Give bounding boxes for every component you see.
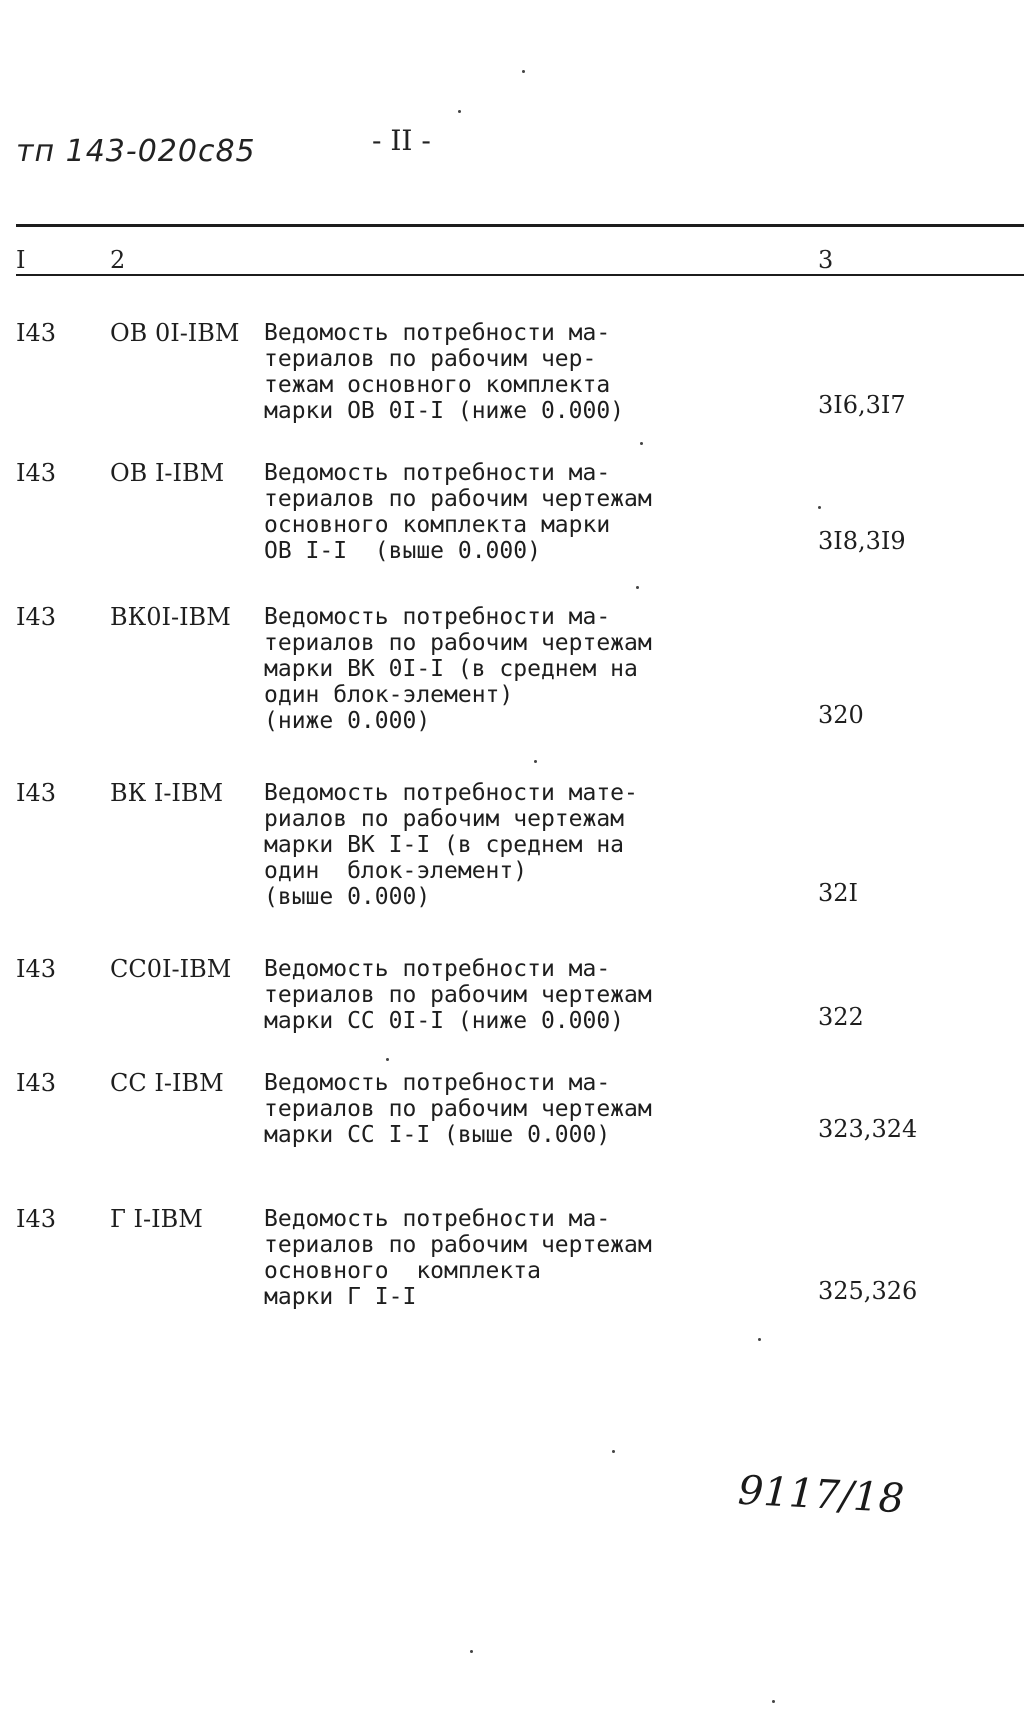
handwritten-inventory-number: 9117/18 bbox=[736, 1467, 906, 1523]
scan-speck bbox=[772, 1700, 775, 1703]
scan-speck bbox=[758, 1338, 761, 1341]
row-number: I43 bbox=[16, 1205, 57, 1233]
row-pages: 320 bbox=[818, 701, 864, 729]
row-code: СС I-IВМ bbox=[110, 1069, 224, 1097]
row-code: Г I-IВМ bbox=[110, 1205, 203, 1233]
row-pages: 322 bbox=[818, 1003, 864, 1031]
column-header-2: 2 bbox=[110, 246, 126, 274]
page-number: - II - bbox=[372, 124, 431, 157]
row-number: I43 bbox=[16, 459, 57, 487]
table-header-rule bbox=[16, 274, 1024, 276]
row-pages: 3I8,3I9 bbox=[818, 527, 906, 555]
row-description: Ведомость потребности ма- териалов по рабочим чер- тежам основного комплекта марки ОВ 0I-I (ниже 0.000) bbox=[264, 320, 625, 424]
scan-speck bbox=[470, 1650, 473, 1653]
row-number: I43 bbox=[16, 1069, 57, 1097]
row-description: Ведомость потребности ма- териалов по рабочим чертежам марки СС 0I-I (ниже 0.000) bbox=[264, 956, 652, 1034]
document-code: тп 143-020с85 bbox=[16, 134, 256, 169]
row-code: ВК0I-IВМ bbox=[110, 603, 231, 631]
row-pages: 3I6,3I7 bbox=[818, 391, 906, 419]
row-code: ОВ 0I-IВМ bbox=[110, 319, 240, 347]
row-pages: 323,324 bbox=[818, 1115, 918, 1143]
row-number: I43 bbox=[16, 779, 57, 807]
row-description: Ведомость потребности ма- териалов по рабочим чертежам марки СС I-I (выше 0.000) bbox=[264, 1070, 652, 1148]
column-header-3: 3 bbox=[818, 246, 834, 274]
scan-speck bbox=[522, 70, 525, 73]
scan-speck bbox=[386, 1058, 389, 1061]
scan-speck bbox=[612, 1450, 615, 1453]
column-header-1: I bbox=[16, 246, 26, 274]
row-code: ВК I-IВМ bbox=[110, 779, 224, 807]
scan-speck bbox=[534, 760, 537, 763]
table-top-rule bbox=[16, 224, 1024, 227]
row-description: Ведомость потребности мате- риалов по рабочим чертежам марки ВК I-I (в среднем на один блок-элемент) (выше 0.000) bbox=[264, 780, 638, 910]
scan-speck bbox=[640, 442, 643, 445]
row-description: Ведомость потребности ма- териалов по рабочим чертежам основного комплекта марки ОВ I-I (выше 0.000) bbox=[264, 460, 652, 564]
row-code: ОВ I-IВМ bbox=[110, 459, 225, 487]
row-pages: 32I bbox=[818, 879, 859, 907]
row-number: I43 bbox=[16, 955, 57, 983]
row-number: I43 bbox=[16, 603, 57, 631]
scan-speck bbox=[458, 110, 461, 113]
row-number: I43 bbox=[16, 319, 57, 347]
row-pages: 325,326 bbox=[818, 1277, 918, 1305]
row-code: СС0I-IВМ bbox=[110, 955, 232, 983]
scan-speck bbox=[636, 586, 639, 589]
row-description: Ведомость потребности ма- териалов по рабочим чертежам основного комплекта марки Г I-I bbox=[264, 1206, 652, 1310]
scan-speck bbox=[818, 506, 821, 509]
row-description: Ведомость потребности ма- териалов по рабочим чертежам марки ВК 0I-I (в среднем на один блок-элемент) (ниже 0.000) bbox=[264, 604, 652, 734]
